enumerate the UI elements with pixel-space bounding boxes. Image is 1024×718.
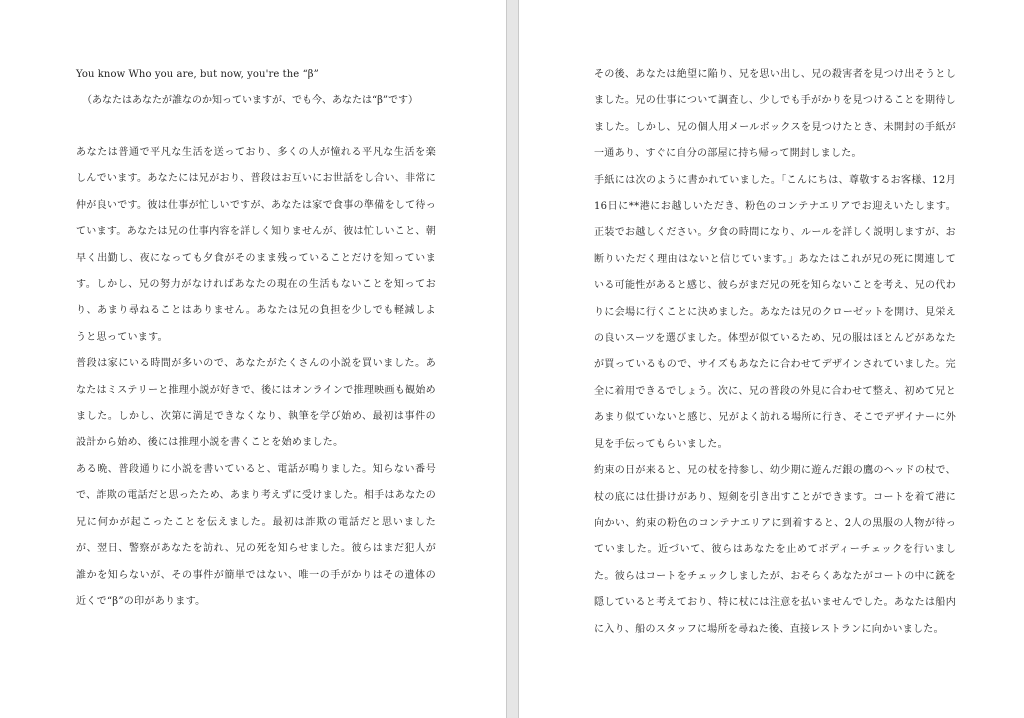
blank-line bbox=[76, 114, 436, 140]
paragraph: あなたは普通で平凡な生活を送っており、多くの人が憧れる平凡な生活を楽しんでいます。あなたには兄がおり、普段はお互いにお世話をし合い、非常に仲が良いです。彼は仕事が忙しいですが、あなたは家で食事の準備をして待っています。あなたは兄の仕事内容を詳しく知りませんが、彼は忙しいこと、朝早く出勤し、夜になっても夕食がそのまま残っていることだけを知っています。しかし、兄の努力がなければあなたの現在の生活もないことを知っており、あまり尋ねることはありません。あなたは兄の負担を少しでも軽減しようと思っています。 bbox=[76, 147, 436, 343]
left-page bbox=[0, 0, 507, 718]
paragraph: 約束の日が来ると、兄の杖を持参し、幼少期に遊んだ銀の鷹のヘッドの杖で、杖の底には仕掛けがあり、短剣を引き出すことができます。コートを着て港に向かい、約束の粉色のコンテナエリアに到着すると、2人の黒服の人物が待っていました。近づいて、彼らはあなたを止めてボディーチェックを行いました。彼らはコートをチェックしましたが、おそらくあなたがコートの中に銃を隠していると考えており、特に杖には注意を払いませんでした。あなたは船内に入り、船のスタッフに場所を尋ねた後、直接レストランに向かいました。 bbox=[594, 465, 956, 635]
paragraph: 手紙には次のように書かれていました。「こんにちは、尊敬するお客様、12月16日に**港にお越しいただき、粉色のコンテナエリアでお迎えいたします。正装でお越しください。夕食の時間になり、ルールを詳しく説明しますが、お断りいただく理由はないと信じています。」あなたはこれが兄の死に関連している可能性があると感じ、彼らがまだ兄の死を知らないことを考え、兄の代わりに会場に行くことに決めました。あなたは兄のクローゼットを開け、見栄えの良いスーツを選びました。体型が似ているため、兄の服はほとんどがあなたが買っているもので、サイズもあなたに合わせてデザインされていました。完全に着用できるでしょう。次に、兄の普段の外見に合わせて整え、初めて兄とあまり似ていないと感じ、兄がよく訪れる場所に行き、そこでデザイナーに外見を手伝ってもらいました。 bbox=[594, 174, 956, 450]
paragraph: ある晩、普段通りに小説を書いていると、電話が鳴りました。知らない番号で、詐欺の電話だと思ったため、あまり考えずに受けました。相手はあなたの兄に何かが起こったことを伝えました。最初は詐欺の電話だと思いましたが、翌日、警察があなたを訪れ、兄の死を知らせました。彼らはまだ犯人が誰かを知らないが、その事件が簡単ではない、唯一の手がかりはその遺体の近くで“β”の印があります。 bbox=[76, 463, 436, 607]
right-page-content bbox=[594, 62, 956, 643]
right-page bbox=[518, 0, 1024, 718]
paragraph: その後、あなたは絶望に陥り、兄を思い出し、兄の殺害者を見つけ出そうとしました。兄の仕事について調査し、少しでも手がかりを見つけることを期待しました。しかし、兄の個人用メールボックスを見つけたとき、未開封の手紙が一通あり、すぐに自分の部屋に持ち帰って開封しました。 bbox=[594, 69, 956, 160]
document-title-english: You know Who you are, but now, you're the “β” bbox=[76, 69, 319, 80]
left-page-content bbox=[76, 62, 436, 615]
paragraph: 普段は家にいる時間が多いので、あなたがたくさんの小説を買いました。あなたはミステリーと推理小説が好きで、後にはオンラインで推理映画も観始めました。しかし、次第に満足できなくなり、執筆を学び始め、最初は事件の設計から始め、後には推理小説を書くことを始めました。 bbox=[76, 358, 436, 449]
document-title-japanese: （あなたはあなたが誰なのか知っていますが、でも今、あなたは“β”です） bbox=[82, 95, 419, 106]
